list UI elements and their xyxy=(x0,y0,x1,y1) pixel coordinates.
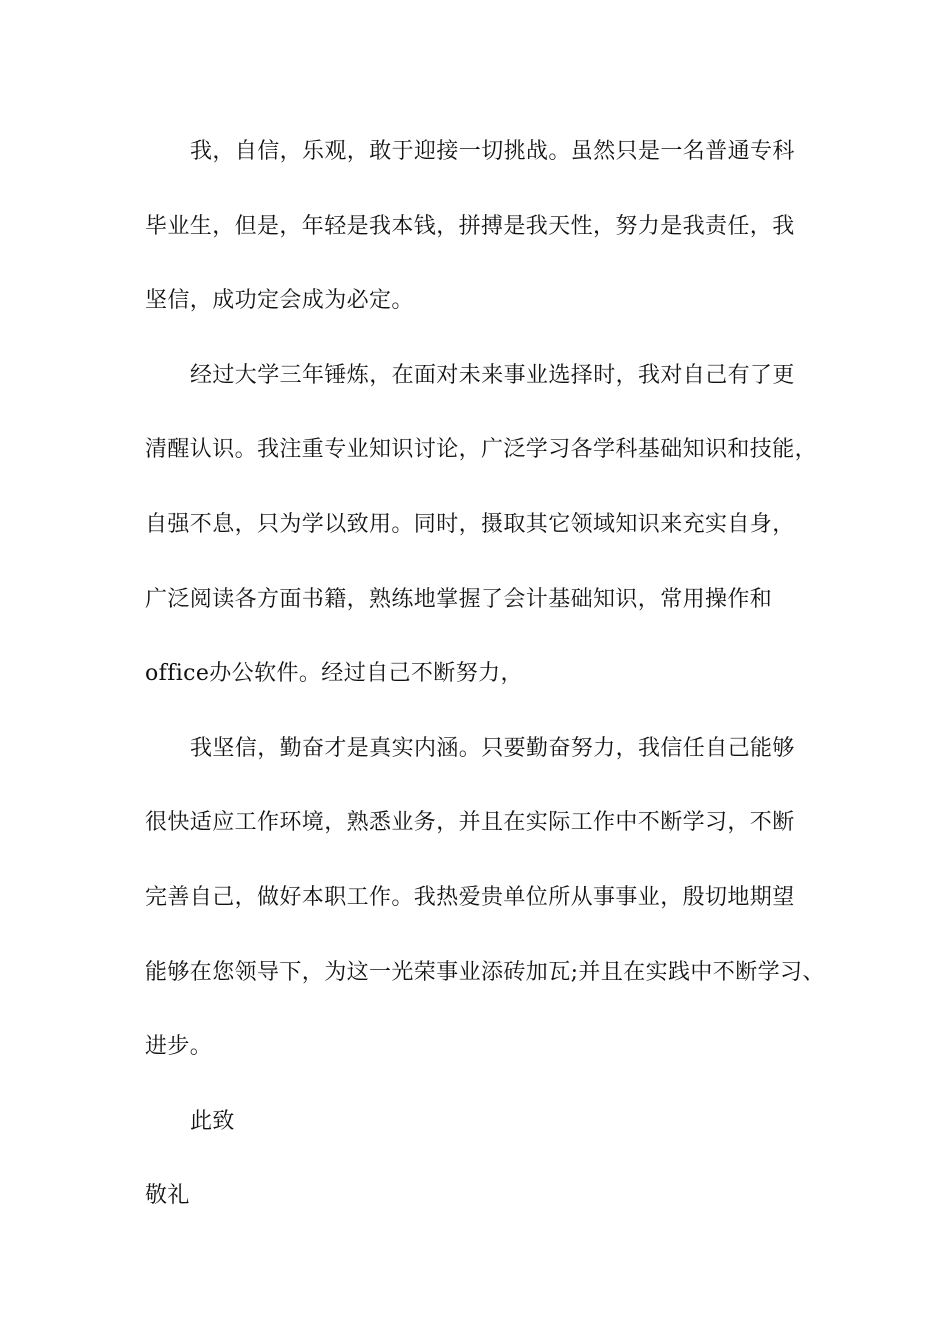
paragraph-2-line-5: office办公软件。经过自己不断努力， xyxy=(145,661,523,687)
paragraph-3-line-1: 我坚信，勤奋才是真实内涵。只要勤奋努力，我信任自己能够 xyxy=(190,735,795,761)
paragraph-2-line-3: 自强不息，只为学以致用。同时，摄取其它领域知识来充实自身， xyxy=(145,511,795,537)
paragraph-3-line-4: 能够在您领导下，为这一光荣事业添砖加瓦;并且在实践中不断学习、 xyxy=(145,959,825,985)
paragraph-2-line-4: 广泛阅读各方面书籍，熟练地掌握了会计基础知识，常用操作和 xyxy=(145,586,773,612)
paragraph-3-line-2: 很快适应工作环境，熟悉业务，并且在实际工作中不断学习，不断 xyxy=(145,810,795,836)
paragraph-3-line-3: 完善自己，做好本职工作。我热爱贵单位所从事事业，殷切地期望 xyxy=(145,884,795,910)
paragraph-1-line-1: 我，自信，乐观，敢于迎接一切挑战。虽然只是一名普通专科 xyxy=(190,139,795,164)
closing-salutation: 此致 xyxy=(190,1108,235,1134)
closing-regards: 敬礼 xyxy=(145,1183,190,1209)
letter-body xyxy=(145,115,825,1234)
paragraph-1-line-3: 坚信，成功定会成为必定。 xyxy=(145,288,414,314)
paragraph-1-line-2: 毕业生，但是，年轻是我本钱，拼搏是我天性，努力是我责任，我 xyxy=(145,213,795,239)
paragraph-2-line-1: 经过大学三年锤炼，在面对未来事业选择时，我对自己有了更 xyxy=(190,362,795,388)
paragraph-2-line-2: 清醒认识。我注重专业知识讨论，广泛学习各学科基础知识和技能， xyxy=(145,437,818,463)
paragraph-3-line-5: 进步。 xyxy=(145,1034,213,1060)
